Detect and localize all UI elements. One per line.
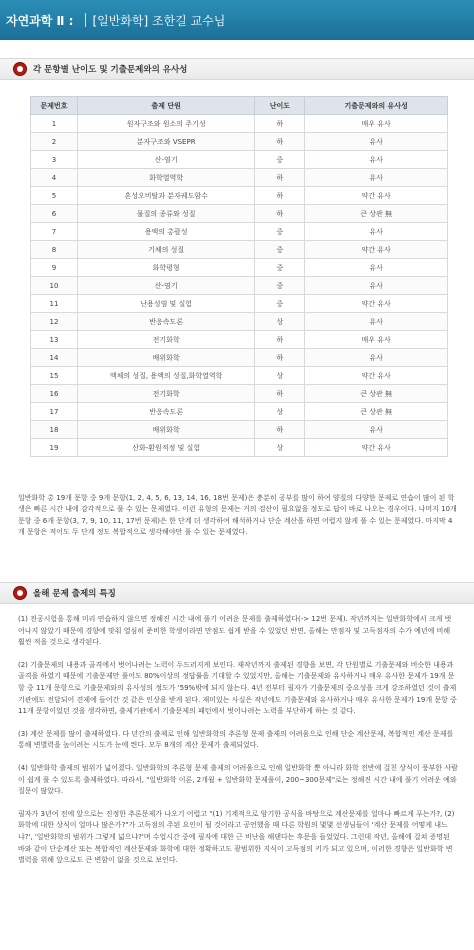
similarity-cell: 유사: [305, 133, 448, 151]
difficulty-cell: 하: [255, 205, 305, 223]
difficulty-cell: 하: [255, 421, 305, 439]
column-header: 난이도: [255, 97, 305, 115]
difficulty-cell: 중: [255, 277, 305, 295]
difficulty-cell: 상: [255, 313, 305, 331]
unit-cell: 분자구조와 VSEPR: [77, 133, 255, 151]
difficulty-cell: 상: [255, 439, 305, 457]
difficulty-cell: 하: [255, 115, 305, 133]
table-row: [31, 331, 448, 349]
feature-paragraph: (1) 전공시험을 통해 미리 연습하지 않으면 정해진 시간 내에 풀기 어려운 문제를 출제하였다(-> 12번 문제). 작년까지는 일반화학에서 크게 벗어나지 않았기 때문에 경향에 맞춰 열심히 준비한 학생이라면 만점도 쉽게 받을 수 있었던 반면, 올해는 만점자 및 고득점자의 수가 예년에 비해 훨씬 적을 것으로 생각된다.: [18, 615, 452, 647]
course-title: [일반화학] 조한길 교수님: [92, 13, 226, 28]
difficulty-cell: 상: [255, 403, 305, 421]
table-row: [31, 403, 448, 421]
table-row: [31, 133, 448, 151]
question-number-cell: 3: [31, 151, 78, 169]
difficulty-cell: 중: [255, 223, 305, 241]
unit-cell: 원자구조와 원소의 주기성: [77, 115, 255, 133]
header-divider: [85, 13, 86, 27]
table-row: [31, 205, 448, 223]
unit-cell: 화학열역학: [77, 169, 255, 187]
question-number-cell: 15: [31, 367, 78, 385]
difficulty-cell: 하: [255, 385, 305, 403]
question-number-cell: 1: [31, 115, 78, 133]
similarity-cell: 매우 유사: [305, 115, 448, 133]
similarity-cell: 유사: [305, 259, 448, 277]
similarity-cell: 유사: [305, 277, 448, 295]
similarity-cell: 유사: [305, 223, 448, 241]
difficulty-cell: 중: [255, 241, 305, 259]
unit-cell: 전기화학: [77, 385, 255, 403]
similarity-cell: 큰 상관 無: [305, 385, 448, 403]
table-row: [31, 313, 448, 331]
table-row: [31, 115, 448, 133]
table-row: [31, 277, 448, 295]
question-number-cell: 12: [31, 313, 78, 331]
unit-cell: 배위화학: [77, 421, 255, 439]
difficulty-cell: 하: [255, 187, 305, 205]
similarity-cell: 유사: [305, 349, 448, 367]
table-row: [31, 169, 448, 187]
similarity-cell: 큰 상관 無: [305, 403, 448, 421]
similarity-cell: 약간 유사: [305, 439, 448, 457]
bullet-icon: [14, 587, 26, 599]
similarity-cell: 약간 유사: [305, 187, 448, 205]
question-number-cell: 11: [31, 295, 78, 313]
difficulty-cell: 하: [255, 349, 305, 367]
difficulty-cell: 중: [255, 295, 305, 313]
bullet-icon: [14, 63, 26, 75]
question-number-cell: 7: [31, 223, 78, 241]
unit-cell: 배위화학: [77, 349, 255, 367]
question-number-cell: 18: [31, 421, 78, 439]
column-header: 기출문제와의 유사성: [305, 97, 448, 115]
unit-cell: 액체의 성질, 용액의 성질,화학열역학: [77, 367, 255, 385]
table-row: [31, 151, 448, 169]
question-number-cell: 5: [31, 187, 78, 205]
summary-paragraph: 일반화학 총 19개 문항 중 9개 문항(1, 2, 4, 5, 6, 13, 14, 16, 18번 문제)은 충분히 공부를 많이 하여 양질의 다양한 문제로 연습이 많이 된 학생은 빠른 시간 내에 감각적으로 풀 수 있는 문제였다. 이런 유형의 문제는 거의 검산이 필요없을 정도로 답이 바로 나오는 경우이다. 나머지 10개 문항 중 6개 문항(3, 7, 9, 10, 11, 17번 문제)은 한 단계 더 생각하여 해석하거나 단순 계산을 하면 어렵지 않게 풀 수 있는 문제였다. 마지막 4개 문항은 적어도 두 단계 정도 복합적으로 생각해야만 풀 수 있는 문제였다.: [18, 494, 457, 537]
difficulty-cell: 중: [255, 151, 305, 169]
features-body: [18, 614, 458, 878]
column-header: 문제번호: [31, 97, 78, 115]
unit-cell: 산-염기: [77, 277, 255, 295]
similarity-cell: 유사: [305, 313, 448, 331]
unit-cell: 전기화학: [77, 331, 255, 349]
difficulty-table: [30, 96, 448, 457]
section-title: 각 문항별 난이도 및 기출문제와의 유사성: [33, 65, 188, 75]
question-number-cell: 14: [31, 349, 78, 367]
unit-cell: 화학평형: [77, 259, 255, 277]
question-number-cell: 4: [31, 169, 78, 187]
column-header: 출제 단원: [77, 97, 255, 115]
question-number-cell: 10: [31, 277, 78, 295]
similarity-cell: 약간 유사: [305, 241, 448, 259]
unit-cell: 난용성염 및 실험: [77, 295, 255, 313]
table-row: [31, 385, 448, 403]
difficulty-cell: 하: [255, 169, 305, 187]
table-row: [31, 259, 448, 277]
feature-paragraph: (4) 일반화학 출제의 범위가 넓어졌다. 일반화학의 추론형 문제 출제의 어려움으로 인해 일반화학 뿐 아니라 화학 전반에 걸친 상식이 풍부한 사람이 쉽게 풀 수 있도록 출제하였다. 따라서, "일반화학 이론, 2개월 + 일반화학 문제풀이, 200~300문제"로는 정해진 시간 내에 풀기 어려운 예와 질문이 많았다.: [18, 763, 458, 796]
section-title: 올해 문제 출제의 특징: [33, 589, 116, 599]
similarity-cell: 매우 유사: [305, 331, 448, 349]
table-row: [31, 187, 448, 205]
table-row: [31, 223, 448, 241]
table-row: [31, 439, 448, 457]
unit-cell: 산-염기: [77, 151, 255, 169]
question-number-cell: 13: [31, 331, 78, 349]
section-header-features: [0, 582, 474, 604]
subject-title: 자연과학 Ⅱ :: [6, 13, 74, 28]
feature-paragraph: (3) 계산 문제를 많이 출제하였다. 다 년간의 출제로 인해 일반화학의 추론형 문제 출제의 어려움으로 인해 단순 계산문제, 복합적인 계산 문제를 통해 변별력을 높이려는 시도가 눈에 띈다. 모두 8개의 계산 문제가 출제되었다.: [18, 729, 454, 750]
feature-paragraph: 필자가 3년여 전에 앞으로는 진정한 추론문제가 나오기 어렵고 "(1) 기계적으로 암기한 공식을 바탕으로 계산문제를 얼마나 빠르게 푸는가?, (2) 화학에 대한 상식이 얼마나 많은가?"가 고득점의 주된 요인이 될 것이라고 공언했을 때 다른 학원의 몇몇 선생님들이 '계산 문제를 어떻게 내느냐?', '일반화학의 범위가 그렇게 넓으냐?'며 수업시간 중에 필자에 대한 근 비난을 해댄다는 후문을 들었었다. 그런데 작년, 올해에 걸쳐 증명된 바와 같이 단순계산 또는 복합적인 계산문제와 화학에 대한 정확하고도 광범위한 지식이 고득점의 키가 되고 있으며, 이러한 경향은 일반화학 변별력을 위해 앞으로도 큰 변함이 없을 것으로 보인다.: [18, 809, 455, 865]
question-number-cell: 17: [31, 403, 78, 421]
unit-cell: 물질의 종류와 성질: [77, 205, 255, 223]
question-number-cell: 2: [31, 133, 78, 151]
feature-paragraph: (2) 기출문제의 내용과 골격에서 벗어나려는 노력이 두드러지게 보인다. 재작년까지 출제된 경향을 보면, 각 단원별로 기출문제와 비슷한 내용과 골격을 하였기 때문에 기출문제만 풀어도 80%이상의 정답률을 기대할 수 있었지만, 올해는 기출문제와 유사하거나 매우 유사한 문제가 19개 문항 중 11개 문항으로 기출문제와의 유사성의 정도가 '59%밖에 되지 않는다. 4년 전부터 필자가 기출문제의 중요성을 크게 강조하였던 것이 출제기관에도 전달되어 견제에 들어간 것 같은 인상을 받게 된다. 재미있는 사실은 작년에도 기출문제와 유사하거나 매우 유사한 문제가 19개 문항 중 11개 문항이었던 것을 생각하면, 출제기관에서 기출문제의 패턴에서 벗어나려는 노력을 부단하게 하는 것 같다.: [18, 660, 457, 716]
table-row: [31, 295, 448, 313]
course-header: [0, 0, 474, 40]
similarity-cell: 약간 유사: [305, 367, 448, 385]
similarity-cell: 유사: [305, 169, 448, 187]
table-row: [31, 349, 448, 367]
unit-cell: 반응속도론: [77, 313, 255, 331]
difficulty-cell: 하: [255, 133, 305, 151]
question-number-cell: 9: [31, 259, 78, 277]
unit-cell: 혼성오비탈과 분자궤도함수: [77, 187, 255, 205]
table-row: [31, 367, 448, 385]
similarity-cell: 유사: [305, 421, 448, 439]
similarity-cell: 약간 유사: [305, 295, 448, 313]
difficulty-cell: 하: [255, 331, 305, 349]
question-number-cell: 8: [31, 241, 78, 259]
table-row: [31, 421, 448, 439]
unit-cell: 반응속도론: [77, 403, 255, 421]
section-header-difficulty: [0, 58, 474, 80]
similarity-cell: 큰 상관 無: [305, 205, 448, 223]
table-row: [31, 241, 448, 259]
difficulty-cell: 중: [255, 259, 305, 277]
question-number-cell: 19: [31, 439, 78, 457]
difficulty-cell: 상: [255, 367, 305, 385]
unit-cell: 용액의 총괄성: [77, 223, 255, 241]
table-header-row: [31, 97, 448, 115]
unit-cell: 산화-환원적정 및 실험: [77, 439, 255, 457]
question-number-cell: 16: [31, 385, 78, 403]
similarity-cell: 유사: [305, 151, 448, 169]
question-number-cell: 6: [31, 205, 78, 223]
unit-cell: 기체의 성질: [77, 241, 255, 259]
